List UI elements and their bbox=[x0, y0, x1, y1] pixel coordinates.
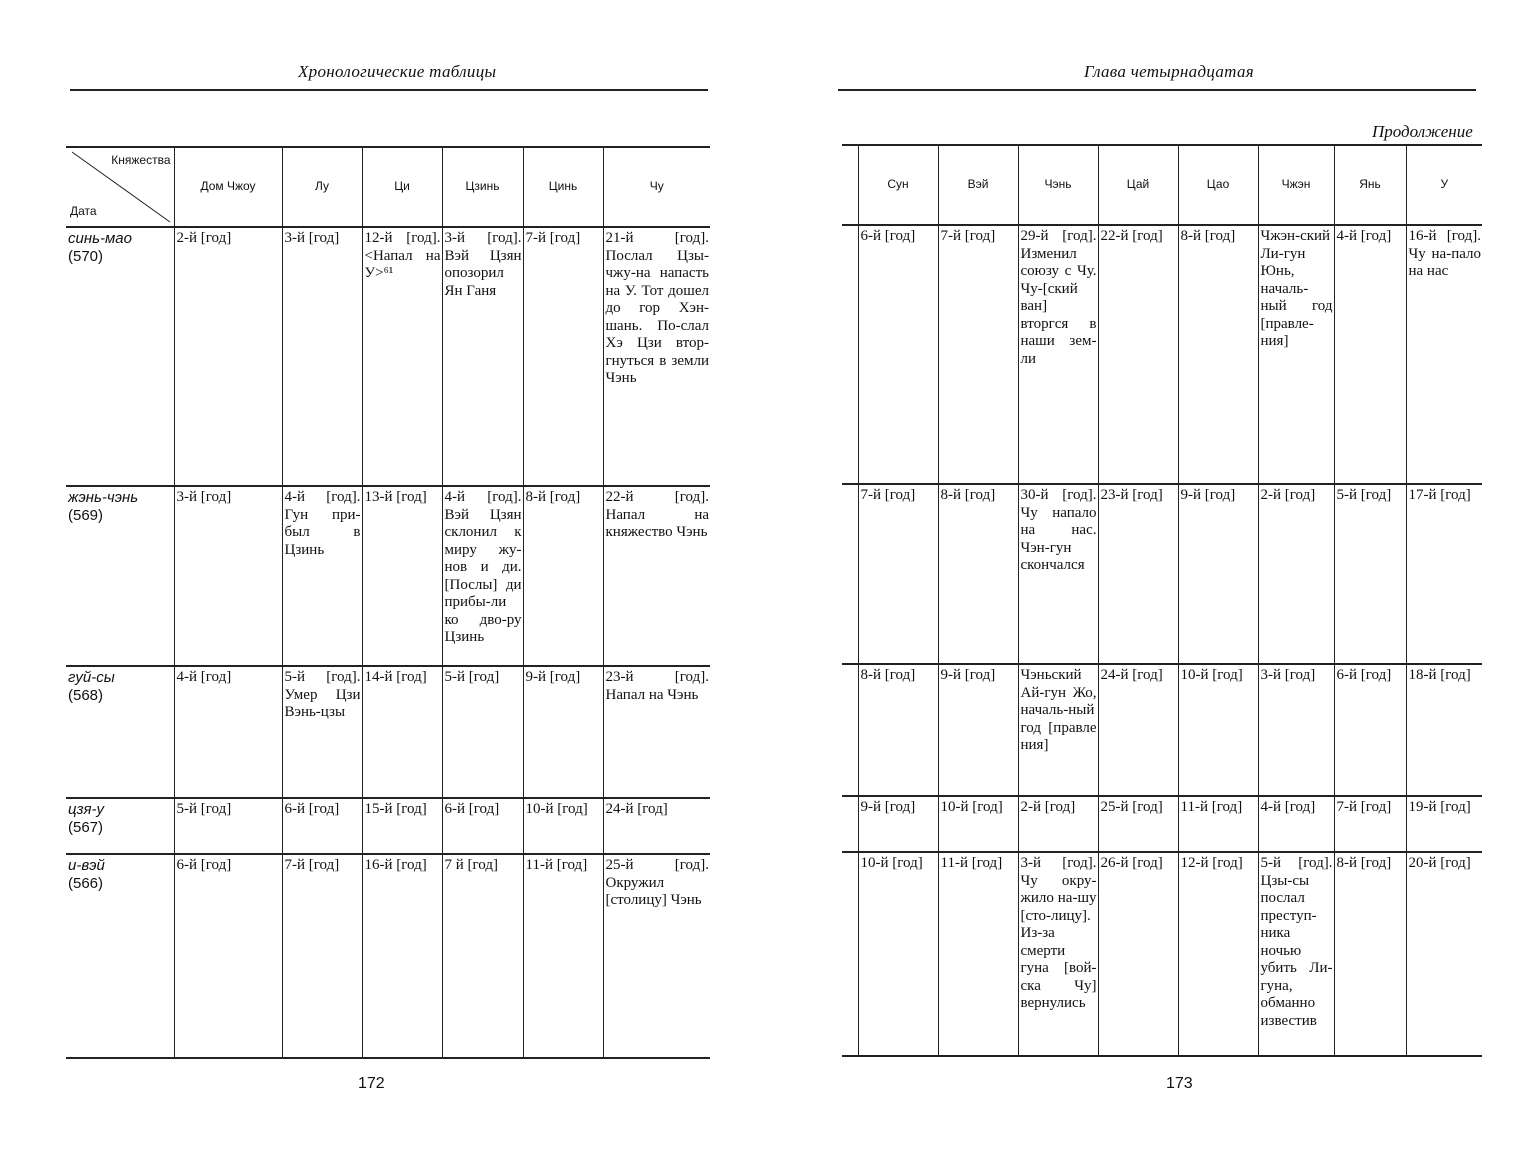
table-cell: 7-й [год] bbox=[282, 854, 362, 1058]
date-cell bbox=[66, 486, 174, 666]
table-cell: 5-й [год] bbox=[174, 798, 282, 854]
table-cell: 26-й [год] bbox=[1098, 852, 1178, 1056]
table-cell: 23-й [год] bbox=[1098, 484, 1178, 664]
table-cell: 9-й [год] bbox=[1178, 484, 1258, 664]
table-cell: 20-й [год] bbox=[1406, 852, 1482, 1056]
date-year: (566) bbox=[68, 875, 104, 892]
chronology-table-left bbox=[66, 146, 710, 1059]
table-cell: 4-й [год]. Гун при-был в Цзинь bbox=[282, 486, 362, 666]
table-cell: 4-й [год]. Вэй Цзян склонил к миру жу-нов и ди. [Послы] ди прибы-ли ко дво-ру Цзинь bbox=[442, 486, 523, 666]
table-cell: 22-й [год]. Напал на княжество Чэнь bbox=[603, 486, 710, 666]
table-cell: 5-й [год]. Умер Цзи Вэнь-цзы bbox=[282, 666, 362, 798]
table-cell: 10-й [год] bbox=[523, 798, 603, 854]
row-gutter bbox=[842, 225, 858, 484]
table-cell: 22-й [год] bbox=[1098, 225, 1178, 484]
table-cell: 16-й [год]. Чу на-пало на нас bbox=[1406, 225, 1482, 484]
column-header: Дом Чжоу bbox=[174, 147, 282, 227]
table-cell: 10-й [год] bbox=[1178, 664, 1258, 796]
header-rule bbox=[838, 89, 1476, 91]
date-year: (570) bbox=[68, 248, 104, 265]
table-row bbox=[842, 852, 1482, 1056]
table-cell: 10-й [год] bbox=[938, 796, 1018, 852]
table-cell: 8-й [год] bbox=[1178, 225, 1258, 484]
table-cell: 8-й [год] bbox=[858, 664, 938, 796]
cyclical-date: и-вэй bbox=[68, 857, 105, 874]
table-cell: 5-й [год]. Цзы-сы послал преступ-ника ночью убить Ли-гуна, обманно известив bbox=[1258, 852, 1334, 1056]
table-cell: 18-й [год] bbox=[1406, 664, 1482, 796]
table-cell: 14-й [год] bbox=[362, 666, 442, 798]
table-cell: 6-й [год] bbox=[442, 798, 523, 854]
row-gutter-header bbox=[842, 145, 858, 225]
page-number: 172 bbox=[358, 1075, 385, 1092]
corner-header-cell bbox=[66, 147, 174, 227]
table-cell: 9-й [год] bbox=[938, 664, 1018, 796]
table-cell: 4-й [год] bbox=[1334, 225, 1406, 484]
table-cell: 11-й [год] bbox=[938, 852, 1018, 1056]
column-header: Цинь bbox=[523, 147, 603, 227]
date-cell bbox=[66, 854, 174, 1058]
table-cell: 25-й [год]. Окружил [столицу] Чэнь bbox=[603, 854, 710, 1058]
table-row bbox=[842, 664, 1482, 796]
table-row bbox=[66, 666, 710, 798]
table-cell: 29-й [год]. Изменил союзу с Чу. Чу-[ский ван] вторгся в наши зем-ли bbox=[1018, 225, 1098, 484]
table-cell: 2-й [год] bbox=[1258, 484, 1334, 664]
column-header: Цао bbox=[1178, 145, 1258, 225]
table-cell: 24-й [год] bbox=[1098, 664, 1178, 796]
column-header: Ци bbox=[362, 147, 442, 227]
table-cell: 3-й [год]. Вэй Цзян опозорил Ян Ганя bbox=[442, 227, 523, 486]
table-cell: 8-й [год] bbox=[938, 484, 1018, 664]
column-header: Чэнь bbox=[1018, 145, 1098, 225]
table-cell: 12-й [год] bbox=[1178, 852, 1258, 1056]
column-header: Цай bbox=[1098, 145, 1178, 225]
table-cell: 2-й [год] bbox=[1018, 796, 1098, 852]
table-cell: Чжэн-ский Ли-гун Юнь, началь-ный год [правле-ния] bbox=[1258, 225, 1334, 484]
table-cell: 15-й [год] bbox=[362, 798, 442, 854]
date-cell bbox=[66, 798, 174, 854]
running-head: Глава четырнадцатая bbox=[1084, 62, 1254, 81]
table-cell: 16-й [год] bbox=[362, 854, 442, 1058]
date-year: (567) bbox=[68, 819, 104, 836]
table-cell: Чэньский Ай-гун Жо, началь-ный год [правле ния] bbox=[1018, 664, 1098, 796]
table-cell: 13-й [год] bbox=[362, 486, 442, 666]
continuation-label: Продолжение bbox=[1372, 122, 1473, 141]
column-header: Чжэн bbox=[1258, 145, 1334, 225]
table-cell: 6-й [год] bbox=[1334, 664, 1406, 796]
table-cell: 3-й [год] bbox=[174, 486, 282, 666]
table-cell: 7-й [год] bbox=[523, 227, 603, 486]
table-cell: 7-й [год] bbox=[858, 484, 938, 664]
table-row bbox=[842, 484, 1482, 664]
row-gutter bbox=[842, 852, 858, 1056]
date-year: (569) bbox=[68, 507, 104, 524]
chronology-table-right bbox=[842, 144, 1482, 1057]
table-cell: 7-й [год] bbox=[938, 225, 1018, 484]
column-header: Цзинь bbox=[442, 147, 523, 227]
date-year: (568) bbox=[68, 687, 104, 704]
date-cell bbox=[66, 666, 174, 798]
table-row bbox=[66, 227, 710, 486]
table-cell: 21-й [год]. Послал Цзы-чжу-на напасть на У. Тот дошел до гор Хэн-шань. По-слал Хэ Цзи втор-гнуться в земли Чэнь bbox=[603, 227, 710, 486]
table-cell: 6-й [год] bbox=[282, 798, 362, 854]
table-cell: 12-й [год]. <Напал на У>⁶¹ bbox=[362, 227, 442, 486]
column-header: Чу bbox=[603, 147, 710, 227]
left-page bbox=[0, 0, 760, 1162]
table-cell: 9-й [год] bbox=[858, 796, 938, 852]
column-header: Янь bbox=[1334, 145, 1406, 225]
cyclical-date: гуй-сы bbox=[68, 669, 115, 686]
table-cell: 11-й [год] bbox=[523, 854, 603, 1058]
table-row bbox=[66, 486, 710, 666]
table-cell: 5-й [год] bbox=[1334, 484, 1406, 664]
table-cell: 4-й [год] bbox=[1258, 796, 1334, 852]
page-number: 173 bbox=[1166, 1075, 1193, 1092]
table-row bbox=[842, 225, 1482, 484]
table-cell: 4-й [год] bbox=[174, 666, 282, 798]
table-cell: 3-й [год] bbox=[282, 227, 362, 486]
row-gutter bbox=[842, 484, 858, 664]
row-gutter bbox=[842, 664, 858, 796]
cyclical-date: цзя-у bbox=[68, 801, 105, 818]
table-cell: 11-й [год] bbox=[1178, 796, 1258, 852]
table-row bbox=[842, 796, 1482, 852]
table-cell: 3-й [год] bbox=[1258, 664, 1334, 796]
corner-label-principalities: Княжества bbox=[111, 153, 171, 167]
table-cell: 25-й [год] bbox=[1098, 796, 1178, 852]
right-page bbox=[760, 0, 1530, 1162]
table-row bbox=[66, 798, 710, 854]
row-gutter bbox=[842, 796, 858, 852]
table-cell: 19-й [год] bbox=[1406, 796, 1482, 852]
table-cell: 9-й [год] bbox=[523, 666, 603, 798]
table-cell: 2-й [год] bbox=[174, 227, 282, 486]
column-header: Лу bbox=[282, 147, 362, 227]
date-cell bbox=[66, 227, 174, 486]
table-cell: 8-й [год] bbox=[1334, 852, 1406, 1056]
table-cell: 10-й [год] bbox=[858, 852, 938, 1056]
table-cell: 3-й [год]. Чу окру-жило на-шу [сто-лицу]. Из-за смерти гуна [вой-ска Чу] вернулись bbox=[1018, 852, 1098, 1056]
table-cell: 17-й [год] bbox=[1406, 484, 1482, 664]
running-head: Хронологические таблицы bbox=[298, 62, 497, 81]
table-cell: 6-й [год] bbox=[174, 854, 282, 1058]
header-rule bbox=[70, 89, 708, 91]
table-cell: 8-й [год] bbox=[523, 486, 603, 666]
column-header: Вэй bbox=[938, 145, 1018, 225]
table-cell: 7-й [год] bbox=[1334, 796, 1406, 852]
column-header: Сун bbox=[858, 145, 938, 225]
table-cell: 6-й [год] bbox=[858, 225, 938, 484]
cyclical-date: жэнь-чэнь bbox=[68, 489, 139, 506]
column-header: У bbox=[1406, 145, 1482, 225]
corner-label-date: Дата bbox=[70, 203, 97, 218]
cyclical-date: синь-мао bbox=[68, 230, 132, 247]
table-cell: 24-й [год] bbox=[603, 798, 710, 854]
table-cell: 5-й [год] bbox=[442, 666, 523, 798]
table-cell: 30-й [год]. Чу напало на нас. Чэн-гун скончался bbox=[1018, 484, 1098, 664]
table-cell: 7 й [год] bbox=[442, 854, 523, 1058]
table-row bbox=[66, 854, 710, 1058]
table-cell: 23-й [год]. Напал на Чэнь bbox=[603, 666, 710, 798]
